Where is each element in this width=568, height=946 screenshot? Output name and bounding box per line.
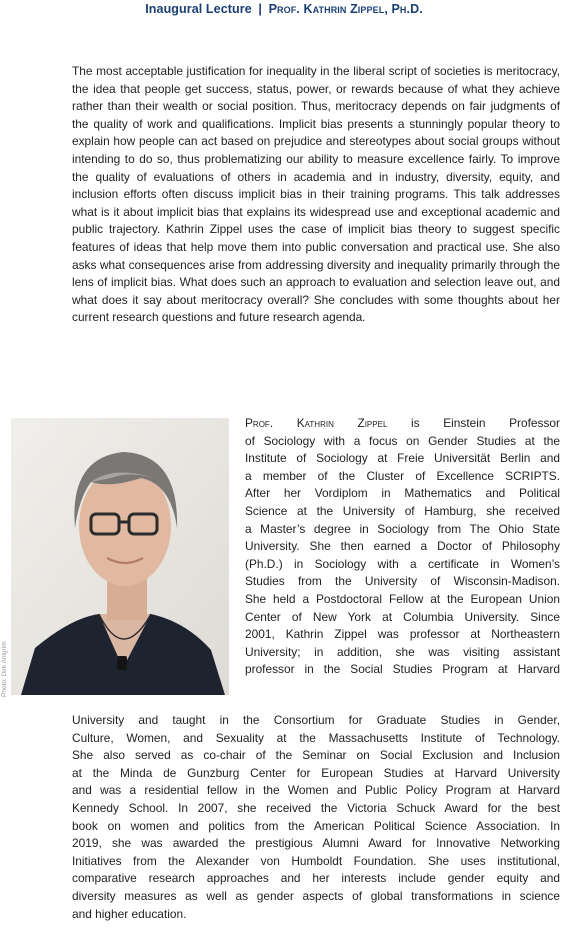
bio-line: Institute of Sociology at Freie Universität Berlin and [245, 451, 560, 466]
speaker-portrait [11, 418, 229, 695]
bio-line: After her Vordiplom in Mathematics and Political [245, 486, 560, 501]
bio-line: and was a residential fellow in the Women and Public Policy Program at Harvard [72, 783, 560, 798]
bio-line: diversity measures as well as gender aspects of global transformations in science [72, 889, 560, 903]
bio-line: of Sociology with a focus on Gender Studies at the [245, 433, 560, 448]
photo-credit: Photo: Dirk Ahlgrim [1, 641, 8, 697]
bio-line: She also served as co-chair of the Seminar on Social Exclusion and Inclusion [72, 748, 560, 763]
bio-line: professor in the Social Studies Program at Harvard [245, 662, 560, 677]
bio-line: a member of the Cluster of Excellence SCRIPTS. [245, 468, 560, 483]
header-title: Inaugural Lecture [145, 2, 252, 16]
bio-line: Science at the University of Hamburg, she received [245, 504, 560, 518]
bio-line: (Ph.D.) in Sociology with a certificate in Women’s [245, 556, 560, 571]
header-speaker: Prof. Kathrin Zippel, Ph.D. [268, 2, 423, 16]
bio-line: Culture, Women, and Sexuality at the Massachusetts Institute of Technology. [72, 730, 560, 745]
bio-line: University; in addition, she was visiting assistant [245, 644, 560, 659]
bio-line: Kennedy School. In 2007, she received the Victoria Schuck Award for the best [72, 801, 560, 815]
bio-line: 2019, she was awarded the prestigious Alumni Award for Innovative Networking [72, 836, 560, 851]
header-separator: | [258, 2, 262, 16]
bio-line: at the Minda de Gunzburg Center for European Studies at Harvard University [72, 765, 560, 780]
bio-line: comparative research approaches and her interests include gender equity and [72, 871, 560, 886]
bio-name: Prof. Kathrin Zippel [245, 416, 388, 430]
bio-line: University. She then earned a Doctor of Philosophy [245, 539, 560, 554]
bio-line: Initiatives from the Alexander von Humboldt Foundation. She uses institutional, [72, 853, 560, 868]
bio-line: and higher education. [72, 906, 187, 921]
portrait-image [11, 418, 229, 695]
bio-line: a Master’s degree in Sociology from The Ohio State [245, 521, 560, 536]
bio-line: She held a Postdoctoral Fellow at the European Union [245, 592, 560, 606]
lecture-abstract: The most acceptable justification for inequality in the liberal script of societies is meritocracy, the idea that people get success, status, power, or rewards because of what they achieve rather than their wealth or social position. Thus, meritocracy depends on fair judgments of the quality of work and qualifications. Implicit bias presents a stunningly popular theory to explain how people can act based on prejudice and stereotypes about social groups without intending to do so, thus problematizing our ability to measure excellence fairly. To improve the quality of evaluations of others in academia and in industry, diversity, equity, and inclusion efforts often discuss implicit bias in their training programs. This talk addresses what is it about implicit bias that explains its widespread use and exceptional academic and public trajectory. Kathrin Zippel uses the case of implicit bias theory to suggest specific features of ideas that help move them into public conversation and practical use. She also asks what consequences arise from addressing diversity and inequality primarily through the lens of implicit bias. What does such an approach to evaluation and selection leave out, and what does it say about meritocracy overall? She concludes with some thoughts about her current research questions and future research agenda. [72, 64, 560, 325]
bio-line: University and taught in the Consortium for Graduate Studies in Gender, [72, 713, 560, 727]
bio-line: Prof. Kathrin Zippel is Einstein Professor [245, 416, 560, 430]
page-header [0, 2, 568, 16]
bio-line: book on women and politics from the American Political Science Association. In [72, 818, 560, 833]
bio-line: Center of New York at Columbia University. Since [245, 609, 560, 624]
bio-line: Studies from the University of Wisconsin-Madison. [245, 574, 560, 589]
bio-line: 2001, Kathrin Zippel was professor at Northeastern [245, 627, 560, 642]
